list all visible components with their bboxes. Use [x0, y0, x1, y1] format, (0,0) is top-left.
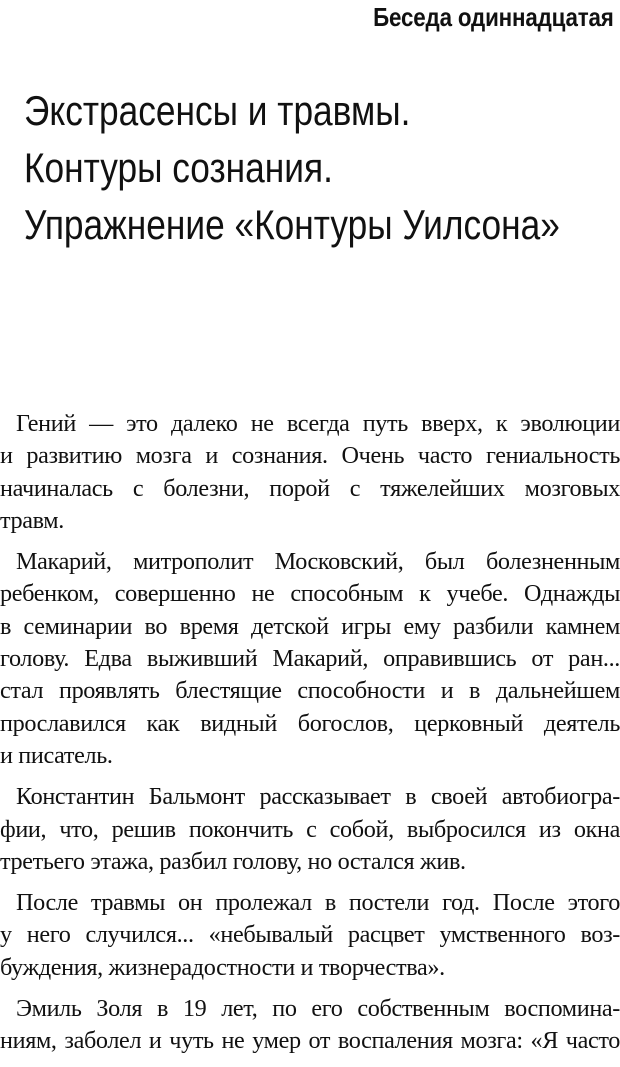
text-line: и развитию мозга и сознания. Очень часто гениальность — [0, 442, 620, 470]
body-text — [0, 408, 620, 1067]
text-line: и писатель. — [0, 741, 113, 769]
text-line: После травмы он пролежал в постели год. После этого — [16, 889, 620, 917]
text-line: начиналась с болезни, порой с тяжелейших мозговых — [0, 474, 620, 502]
text-line: в семинарии во время детской игры ему разбили камнем — [0, 612, 620, 640]
running-header: Беседа одиннадцатая — [373, 2, 614, 32]
chapter-title-line: Упражнение «Контуры Уилсона» — [24, 201, 560, 248]
text-line: прославился как видный богослов, церковный деятель — [0, 709, 620, 737]
text-line: у него случился... «небывалый расцвет умственного воз- — [0, 921, 620, 949]
text-line: третьего этажа, разбил голову, но остался жив. — [0, 847, 466, 875]
text-line: голову. Едва выживший Макарий, оправившись от ран... — [0, 645, 620, 673]
text-line: ниям, заболел и чуть не умер от воспаления мозга: «Я часто — [0, 1027, 620, 1055]
text-line: Эмиль Золя в 19 лет, по его собственным воспомина- — [16, 995, 620, 1023]
text-line: ребенком, совершенно не способным к учебе. Однажды — [0, 580, 620, 608]
paragraph — [0, 408, 620, 537]
paragraph — [0, 546, 620, 772]
text-line: фии, что, решив покончить с собой, выбросился из окна — [0, 815, 620, 843]
paragraph — [0, 887, 620, 984]
text-line: стал проявлять блестящие способности и в дальнейшем — [0, 677, 620, 705]
chapter-title-line: Контуры сознания. — [24, 144, 333, 191]
paragraph — [0, 993, 620, 1058]
chapter-title-line: Экстрасенсы и травмы. — [24, 87, 411, 134]
text-line: травм. — [0, 506, 64, 534]
chapter-title — [24, 82, 562, 253]
text-line: Макарий, митрополит Московский, был болезненным — [16, 548, 620, 576]
text-line: Константин Бальмонт рассказывает в своей автобиогра- — [16, 783, 620, 811]
text-line: Гений — это далеко не всегда путь вверх, к эволюции — [16, 410, 620, 437]
text-line: буждения, жизнерадостности и творчества». — [0, 953, 445, 981]
paragraph — [0, 781, 620, 878]
